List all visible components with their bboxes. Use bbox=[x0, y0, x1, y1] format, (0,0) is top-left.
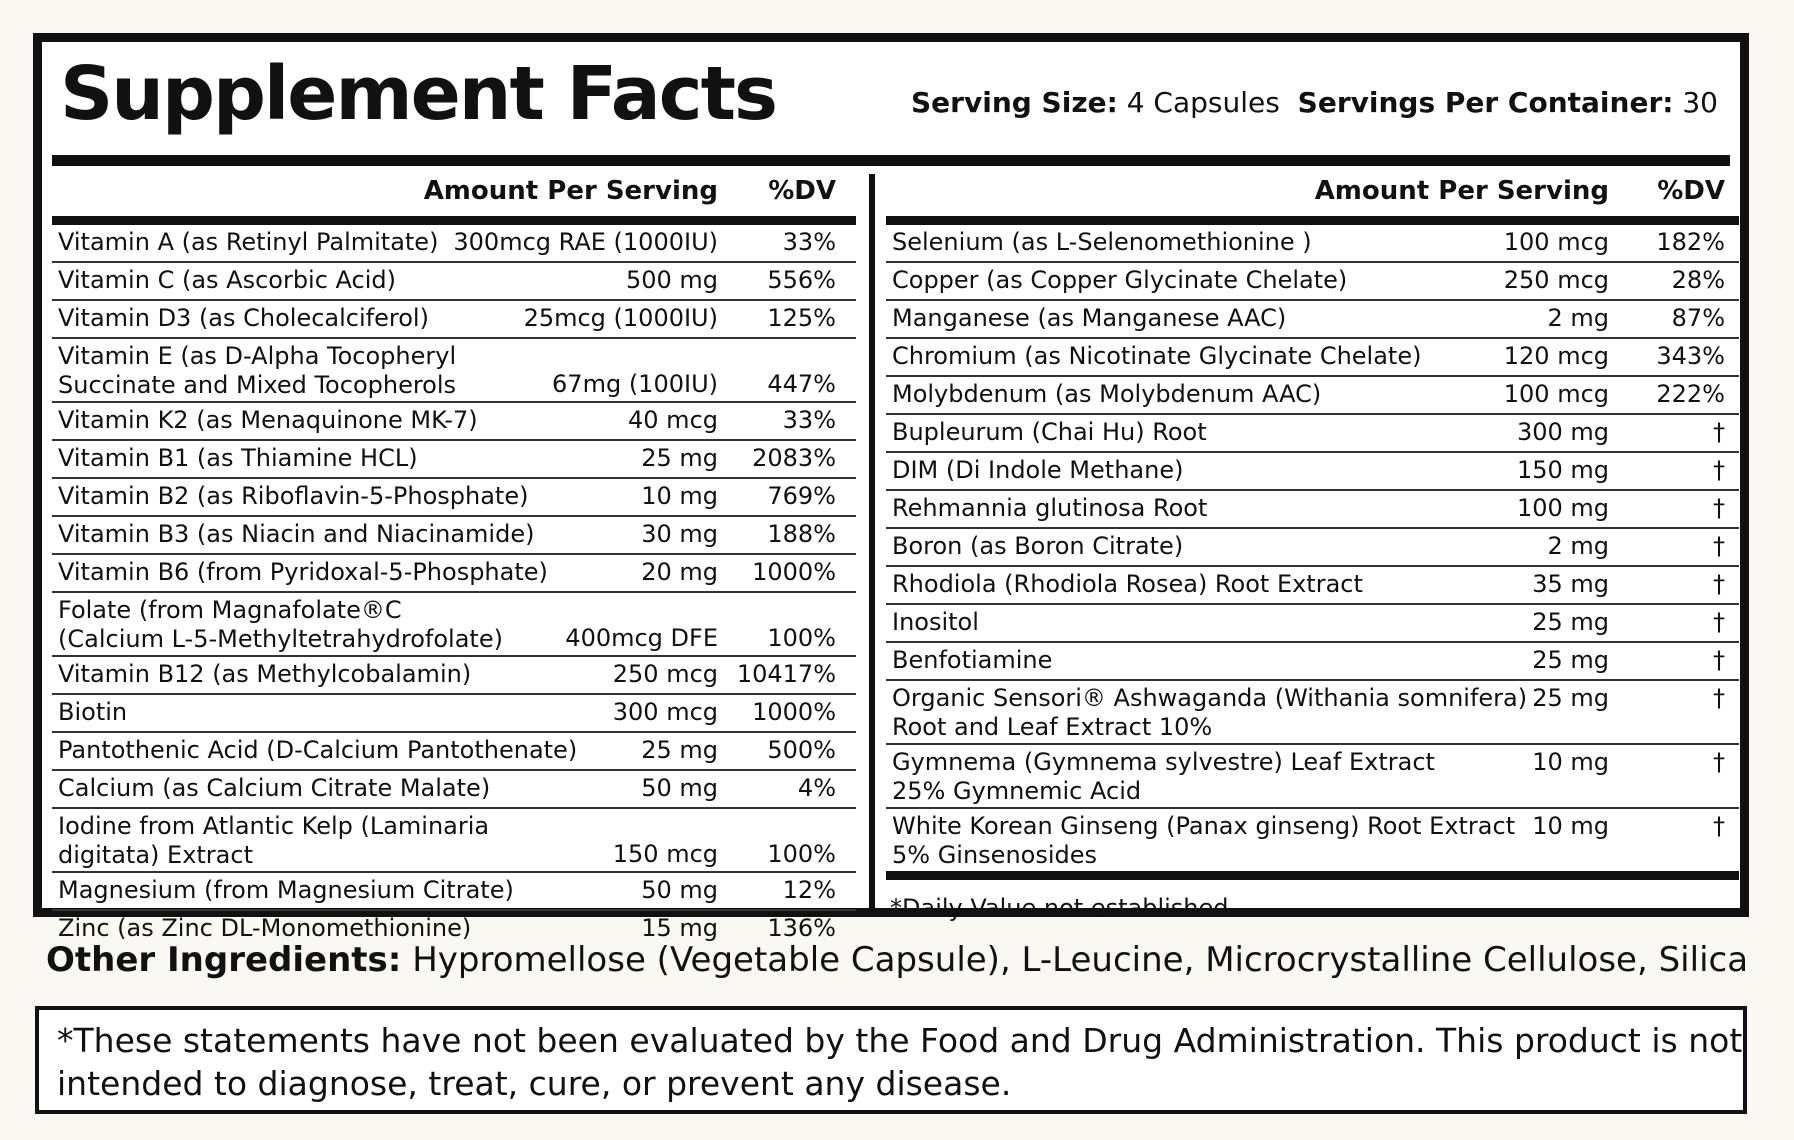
nutrient-row bbox=[52, 657, 856, 695]
nutrient-dv: 500% bbox=[767, 736, 836, 764]
nutrient-name-line-1: Vitamin B12 (as Methylcobalamin) bbox=[58, 660, 472, 688]
nutrient-name bbox=[58, 660, 471, 689]
nutrient-row bbox=[886, 681, 1739, 745]
nutrient-name bbox=[58, 342, 456, 400]
nutrient-name-line-1: Molybdenum (as Molybdenum AAC) bbox=[892, 380, 1322, 408]
nutrient-dv: 556% bbox=[767, 266, 836, 294]
nutrient-name bbox=[892, 228, 1312, 257]
nutrient-name-line-1: Selenium (as L-Selenomethionine ) bbox=[892, 228, 1312, 256]
nutrient-row bbox=[886, 377, 1739, 415]
nutrient-name-line-1: Vitamin B1 (as Thiamine HCL) bbox=[58, 444, 418, 472]
nutrient-name-line-1: Vitamin B3 (as Niacin and Niacinamide) bbox=[58, 520, 535, 548]
serving-size-value: 4 Capsules bbox=[1117, 86, 1280, 119]
nutrient-name-line-1: Iodine from Atlantic Kelp (Laminaria bbox=[58, 812, 490, 840]
nutrient-amount: 30 mg bbox=[641, 520, 718, 548]
nutrient-name-line-1: Vitamin A (as Retinyl Palmitate) bbox=[58, 228, 439, 256]
nutrient-row bbox=[52, 479, 856, 517]
nutrient-amount: 2 mg bbox=[1547, 304, 1609, 332]
servings-per-container-value: 30 bbox=[1673, 86, 1718, 119]
other-ingredients bbox=[46, 940, 1748, 980]
nutrient-name-line-1: Chromium (as Nicotinate Glycinate Chelate) bbox=[892, 342, 1422, 370]
nutrient-row bbox=[886, 809, 1739, 880]
nutrient-name bbox=[892, 608, 979, 637]
nutrient-name bbox=[892, 342, 1421, 371]
nutrient-amount: 500 mg bbox=[625, 266, 718, 294]
nutrient-amount: 25 mg bbox=[1532, 646, 1609, 674]
nutrient-row bbox=[886, 643, 1739, 681]
nutrient-amount: 50 mg bbox=[641, 876, 718, 904]
nutrient-name bbox=[58, 698, 127, 727]
nutrient-amount: 300mcg RAE (1000IU) bbox=[453, 228, 718, 256]
nutrient-row bbox=[52, 593, 856, 657]
nutrient-dv: † bbox=[1713, 570, 1725, 598]
nutrient-name bbox=[58, 482, 528, 511]
nutrient-amount: 100 mcg bbox=[1503, 380, 1609, 408]
right-nutrient-column bbox=[886, 166, 1739, 922]
nutrient-name-line-1: Calcium (as Calcium Citrate Malate) bbox=[58, 774, 491, 802]
nutrient-row bbox=[886, 263, 1739, 301]
nutrient-row bbox=[886, 491, 1739, 529]
servings-per-container-label: Servings Per Container: bbox=[1297, 86, 1674, 119]
nutrient-name bbox=[58, 228, 438, 257]
nutrient-row bbox=[52, 301, 856, 339]
nutrient-amount: 25mcg (1000IU) bbox=[523, 304, 718, 332]
nutrient-name bbox=[892, 304, 1286, 333]
nutrient-amount: 10 mg bbox=[641, 482, 718, 510]
nutrient-amount: 250 mcg bbox=[612, 660, 718, 688]
nutrient-dv: † bbox=[1713, 748, 1725, 776]
nutrient-name-line-2: (Calcium L-5-Methyltetrahydrofolate) bbox=[58, 624, 503, 653]
nutrient-name-line-1: Organic Sensori® Ashwaganda (Withania somnifera) bbox=[892, 684, 1528, 712]
nutrient-dv: † bbox=[1713, 418, 1725, 446]
nutrient-dv: † bbox=[1713, 608, 1725, 636]
nutrient-dv: 447% bbox=[767, 370, 836, 398]
nutrient-dv: 1000% bbox=[752, 698, 836, 726]
nutrient-name bbox=[892, 646, 1052, 675]
nutrient-amount: 25 mg bbox=[641, 444, 718, 472]
nutrient-name-line-1: Magnesium (from Magnesium Citrate) bbox=[58, 876, 514, 904]
serving-size-label: Serving Size: bbox=[911, 86, 1118, 119]
nutrient-dv: † bbox=[1713, 532, 1725, 560]
nutrient-amount: 40 mcg bbox=[628, 406, 718, 434]
nutrient-name bbox=[892, 266, 1347, 295]
nutrient-name-line-1: Zinc (as Zinc DL-Monomethionine) bbox=[58, 914, 472, 942]
nutrient-amount: 50 mg bbox=[641, 774, 718, 802]
nutrient-name-line-1: Rhodiola (Rhodiola Rosea) Root Extract bbox=[892, 570, 1363, 598]
nutrient-row bbox=[52, 441, 856, 479]
amount-per-serving-header: Amount Per Serving bbox=[1314, 176, 1609, 206]
disclaimer-line-2: intended to diagnose, treat, cure, or prevent any disease. bbox=[57, 1063, 1012, 1103]
serving-info bbox=[911, 86, 1718, 119]
nutrient-name bbox=[892, 380, 1321, 409]
dv-header: %DV bbox=[1657, 176, 1725, 206]
nutrient-name-line-1: Biotin bbox=[58, 698, 128, 726]
nutrient-name-line-2: 5% Ginsenosides bbox=[892, 840, 1098, 869]
nutrient-row bbox=[52, 555, 856, 593]
nutrient-row bbox=[52, 517, 856, 555]
nutrient-dv: 28% bbox=[1671, 266, 1725, 294]
nutrient-name-line-1: Inositol bbox=[892, 608, 979, 636]
nutrient-amount: 15 mg bbox=[641, 914, 718, 942]
nutrient-name bbox=[58, 774, 490, 803]
nutrient-dv: † bbox=[1713, 456, 1725, 484]
nutrient-dv: † bbox=[1713, 684, 1725, 712]
nutrient-name bbox=[58, 812, 489, 870]
nutrient-amount: 25 mg bbox=[641, 736, 718, 764]
dv-header: %DV bbox=[768, 176, 836, 206]
nutrient-name-line-1: Vitamin E (as D-Alpha Tocopheryl bbox=[58, 342, 457, 370]
nutrient-row bbox=[52, 339, 856, 403]
nutrient-name bbox=[58, 876, 514, 905]
nutrient-dv: 10417% bbox=[736, 660, 836, 688]
nutrient-dv: † bbox=[1713, 812, 1725, 840]
nutrient-row bbox=[886, 225, 1739, 263]
nutrient-name bbox=[892, 748, 1435, 806]
nutrient-dv: 136% bbox=[767, 914, 836, 942]
nutrient-dv: 1000% bbox=[752, 558, 836, 586]
nutrient-name bbox=[58, 520, 534, 549]
nutrient-name bbox=[892, 494, 1207, 523]
supplement-facts-panel bbox=[33, 33, 1749, 942]
nutrient-amount: 150 mcg bbox=[612, 840, 718, 868]
nutrient-amount: 10 mg bbox=[1532, 748, 1609, 776]
nutrient-name bbox=[58, 444, 418, 473]
nutrient-amount: 25 mg bbox=[1532, 684, 1609, 712]
nutrient-row bbox=[52, 403, 856, 441]
nutrient-row bbox=[52, 809, 856, 873]
nutrient-name-line-2: digitata) Extract bbox=[58, 840, 253, 869]
nutrient-name-line-2: Root and Leaf Extract 10% bbox=[892, 712, 1213, 741]
nutrient-amount: 400mcg DFE bbox=[565, 624, 718, 652]
nutrient-amount: 25 mg bbox=[1532, 608, 1609, 636]
nutrient-amount: 150 mg bbox=[1516, 456, 1609, 484]
nutrient-dv: 33% bbox=[782, 406, 836, 434]
nutrient-dv: † bbox=[1713, 646, 1725, 674]
nutrient-name-line-1: Rehmannia glutinosa Root bbox=[892, 494, 1208, 522]
nutrient-name bbox=[58, 266, 396, 295]
nutrient-dv: 188% bbox=[767, 520, 836, 548]
nutrient-amount: 67mg (100IU) bbox=[552, 370, 718, 398]
nutrient-name-line-1: Gymnema (Gymnema sylvestre) Leaf Extract bbox=[892, 748, 1435, 776]
nutrient-amount: 250 mcg bbox=[1503, 266, 1609, 294]
nutrient-name-line-2: 25% Gymnemic Acid bbox=[892, 776, 1142, 805]
nutrient-amount: 300 mcg bbox=[612, 698, 718, 726]
nutrient-amount: 2 mg bbox=[1547, 532, 1609, 560]
nutrient-dv: † bbox=[1713, 494, 1725, 522]
nutrient-amount: 300 mg bbox=[1516, 418, 1609, 446]
nutrient-dv: 100% bbox=[767, 840, 836, 868]
nutrient-name-line-1: DIM (Di Indole Methane) bbox=[892, 456, 1184, 484]
nutrient-row bbox=[886, 745, 1739, 809]
nutrient-amount: 100 mcg bbox=[1503, 228, 1609, 256]
nutrient-row bbox=[886, 415, 1739, 453]
left-nutrient-rows bbox=[52, 225, 856, 947]
nutrient-amount: 120 mcg bbox=[1503, 342, 1609, 370]
nutrient-name bbox=[58, 596, 503, 654]
nutrient-dv: 87% bbox=[1671, 304, 1725, 332]
nutrient-name bbox=[58, 736, 577, 765]
nutrient-name-line-1: Vitamin B6 (from Pyridoxal-5-Phosphate) bbox=[58, 558, 548, 586]
amount-per-serving-header: Amount Per Serving bbox=[423, 176, 718, 206]
fda-disclaimer bbox=[35, 1006, 1747, 1114]
top-divider-bar bbox=[52, 155, 1730, 166]
nutrient-dv: 343% bbox=[1656, 342, 1725, 370]
nutrient-name-line-1: Vitamin B2 (as Riboflavin-5-Phosphate) bbox=[58, 482, 529, 510]
nutrient-name-line-1: Copper (as Copper Glycinate Chelate) bbox=[892, 266, 1348, 294]
nutrient-dv: 769% bbox=[767, 482, 836, 510]
nutrient-name-line-1: Pantothenic Acid (D-Calcium Pantothenate) bbox=[58, 736, 578, 764]
nutrient-name-line-1: Vitamin K2 (as Menaquinone MK-7) bbox=[58, 406, 478, 434]
left-nutrient-column bbox=[52, 166, 856, 947]
nutrient-name bbox=[58, 558, 548, 587]
nutrient-name bbox=[58, 914, 471, 943]
nutrient-row bbox=[886, 567, 1739, 605]
nutrient-dv: 2083% bbox=[752, 444, 836, 472]
nutrient-dv: 12% bbox=[782, 876, 836, 904]
nutrient-name-line-1: Folate (from Magnafolate®C bbox=[58, 596, 402, 624]
nutrient-name-line-1: Boron (as Boron Citrate) bbox=[892, 532, 1184, 560]
nutrient-name bbox=[892, 456, 1183, 485]
nutrient-name-line-1: Bupleurum (Chai Hu) Root bbox=[892, 418, 1207, 446]
column-divider bbox=[869, 174, 875, 916]
nutrient-name bbox=[892, 812, 1515, 870]
right-column-header bbox=[886, 166, 1739, 225]
nutrient-amount: 20 mg bbox=[641, 558, 718, 586]
nutrient-amount: 100 mg bbox=[1516, 494, 1609, 522]
nutrient-name bbox=[892, 418, 1207, 447]
other-ingredients-value: Hypromellose (Vegetable Capsule), L-Leucine, Microcrystalline Cellulose, Silica bbox=[401, 940, 1749, 980]
nutrient-row bbox=[52, 873, 856, 911]
nutrient-name bbox=[892, 684, 1527, 742]
nutrient-row bbox=[886, 453, 1739, 491]
nutrient-name bbox=[892, 570, 1363, 599]
nutrient-amount: 35 mg bbox=[1532, 570, 1609, 598]
disclaimer-line-1: *These statements have not been evaluated by the Food and Drug Administration. This product is not bbox=[57, 1021, 1743, 1060]
nutrient-row bbox=[52, 771, 856, 809]
nutrient-dv: 222% bbox=[1656, 380, 1725, 408]
nutrient-dv: 182% bbox=[1656, 228, 1725, 256]
nutrient-name-line-1: Manganese (as Manganese AAC) bbox=[892, 304, 1287, 332]
nutrient-row bbox=[52, 225, 856, 263]
nutrient-name-line-1: Vitamin C (as Ascorbic Acid) bbox=[58, 266, 397, 294]
nutrient-dv: 33% bbox=[782, 228, 836, 256]
left-column-header bbox=[52, 166, 856, 225]
right-nutrient-rows bbox=[886, 225, 1739, 880]
nutrient-name-line-1: Vitamin D3 (as Cholecalciferol) bbox=[58, 304, 429, 332]
nutrient-row bbox=[52, 263, 856, 301]
nutrient-row bbox=[886, 529, 1739, 567]
nutrient-amount: 10 mg bbox=[1532, 812, 1609, 840]
nutrient-row bbox=[52, 733, 856, 771]
nutrient-dv: 125% bbox=[767, 304, 836, 332]
other-ingredients-label: Other Ingredients: bbox=[46, 940, 402, 980]
nutrient-name bbox=[58, 406, 478, 435]
nutrient-row bbox=[886, 605, 1739, 643]
nutrient-name-line-2: Succinate and Mixed Tocopherols bbox=[58, 370, 457, 399]
nutrient-dv: 100% bbox=[767, 624, 836, 652]
nutrient-name bbox=[892, 532, 1183, 561]
nutrient-name-line-1: Benfotiamine bbox=[892, 646, 1053, 674]
nutrient-row bbox=[52, 695, 856, 733]
nutrient-row bbox=[886, 301, 1739, 339]
panel-title: Supplement Facts bbox=[60, 51, 777, 137]
nutrient-name-line-1: White Korean Ginseng (Panax ginseng) Root Extract bbox=[892, 812, 1516, 840]
nutrient-dv: 4% bbox=[797, 774, 836, 802]
daily-value-note: *Daily Value not established bbox=[890, 894, 1229, 922]
nutrient-row bbox=[886, 339, 1739, 377]
nutrient-name bbox=[58, 304, 429, 333]
